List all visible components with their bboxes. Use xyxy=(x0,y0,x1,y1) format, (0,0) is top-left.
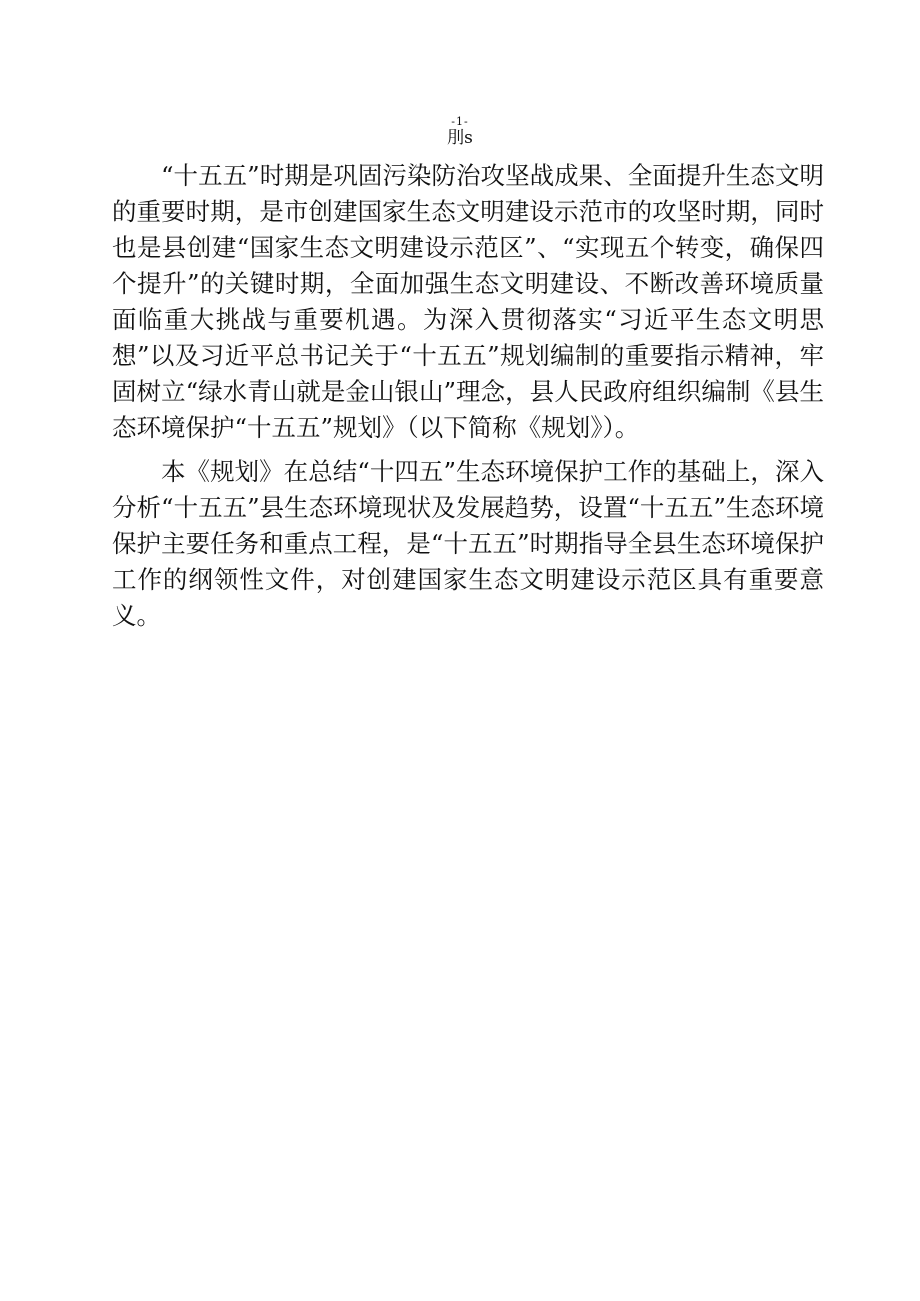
paragraph-intro: “十五五”时期是巩固污染防治攻坚战成果、全面提升生态文明的重要时期，是市创建国家生态文明建设示范市的攻坚时期，同时也是县创建“国家生态文明建设示范区”、“实现五个转变，确保四个提升”的关键时期，全面加强生态文明建设、不断改善环境质量面临重大挑战与重要机遇。为深入贯彻落实“习近平生态文明思想”以及习近平总书记关于“十五五”规划编制的重要指示精神，牢固树立“绿水青山就是金山银山”理念，县人民政府组织编制《县生态环境保护“十五五”规划》（以下简称《规划》）。 xyxy=(112,161,824,442)
page-number-mark: -1- xyxy=(451,115,469,128)
paragraph-summary: 本《规划》在总结“十四五”生态环境保护工作的基础上，深入分析“十五五”县生态环境现状及发展趋势，设置“十五五”生态环境保护主要任务和重点工程，是“十五五”时期指导全县生态环境保护工作的纲领性文件，对创建国家生态文明建设示范区具有重要意义。 xyxy=(112,457,824,630)
body-text xyxy=(112,158,824,642)
section-heading: 刖s xyxy=(447,128,473,148)
page-heading xyxy=(0,116,920,148)
